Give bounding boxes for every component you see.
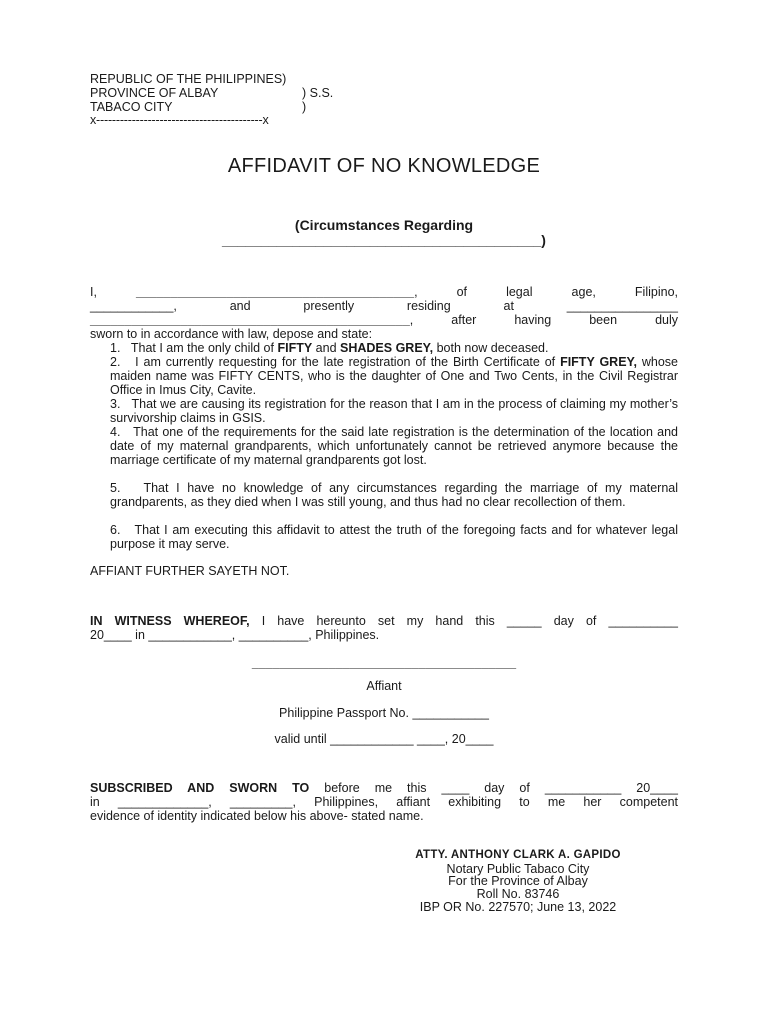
witness-line2: 20____ in ____________, __________, Philippines. xyxy=(90,628,380,642)
signature-line: ______________________________________ xyxy=(251,656,517,670)
caption-bracket: ) xyxy=(302,100,307,114)
notary-title: Notary Public Tabaco City xyxy=(446,862,590,876)
intro-line1: I, ________________________________________, of legal age, Filipino, xyxy=(90,285,678,299)
valid-until-line: valid until ____________ ____, 20____ xyxy=(274,732,494,746)
list-item: 3. That we are causing its registration for the reason that I am in the process of claiming my mother’s survivorship claims in GSIS. xyxy=(110,397,679,425)
subtitle-line2: _________________________________________) xyxy=(222,232,546,248)
notary-roll: Roll No. 83746 xyxy=(476,887,560,901)
witness-line1: IN WITNESS WHEREOF, I have hereunto set my hand this _____ day of __________ xyxy=(90,614,678,628)
intro-line4: sworn to in accordance with law, depose and state: xyxy=(90,327,373,341)
caption-city: TABACO CITY xyxy=(90,100,173,114)
page-title: AFFIDAVIT OF NO KNOWLEDGE xyxy=(227,155,541,177)
list-item: 4. That one of the requirements for the said late registration is the determination of the location and date of my maternal grandparents, which unfortunately cannot be retrieved anymore because the marriage certificate of my maternal grandparents got lost. xyxy=(110,425,679,467)
list-item: 1. That I am the only child of FIFTY and SHADES GREY, both now deceased. xyxy=(110,341,549,355)
jurat-line1: SUBSCRIBED AND SWORN TO before me this ____ day of ___________ 20____ xyxy=(90,781,678,795)
notary-name: ATTY. ANTHONY CLARK A. GAPIDO xyxy=(415,849,621,861)
list-item: 6. That I am executing this affidavit to attest the truth of the foregoing facts and for whatever legal purpose it may serve. xyxy=(110,523,678,551)
affiant-further: AFFIANT FURTHER SAYETH NOT. xyxy=(90,564,290,578)
intro-line3: ______________________________________________, after having been duly xyxy=(90,313,678,327)
caption-separator: x------------------------------------------x xyxy=(90,113,269,127)
jurat-line3: evidence of identity indicated below his above- stated name. xyxy=(90,809,424,823)
notary-province: For the Province of Albay xyxy=(448,874,588,888)
intro-line2: ____________, and presently residing at ________________ xyxy=(90,299,678,313)
notary-ibp: IBP OR No. 227570; June 13, 2022 xyxy=(419,900,617,914)
caption-republic: REPUBLIC OF THE PHILIPPINES) xyxy=(90,72,287,86)
caption-ss: ) S.S. xyxy=(302,86,334,100)
passport-line: Philippine Passport No. ___________ xyxy=(279,706,489,720)
subtitle-line1: (Circumstances Regarding xyxy=(294,217,474,233)
affiant-label: Affiant xyxy=(366,679,402,693)
list-item: 2. I am currently requesting for the late registration of the Birth Certificate of FIFTY GREY, whose maiden name was FIFTY CENTS, who is the daughter of One and Two Cents, in the Civil Registrar Office in Imus City, Cavite. xyxy=(110,355,678,397)
jurat-line2: in _____________, _________, Philippines, affiant exhibiting to me her competent xyxy=(90,795,678,809)
list-item: 5. That I have no knowledge of any circumstances regarding the marriage of my maternal grandparents, as they died when I was still young, and thus had no clear recollection of them. xyxy=(110,481,679,509)
caption-province: PROVINCE OF ALBAY xyxy=(90,86,219,100)
